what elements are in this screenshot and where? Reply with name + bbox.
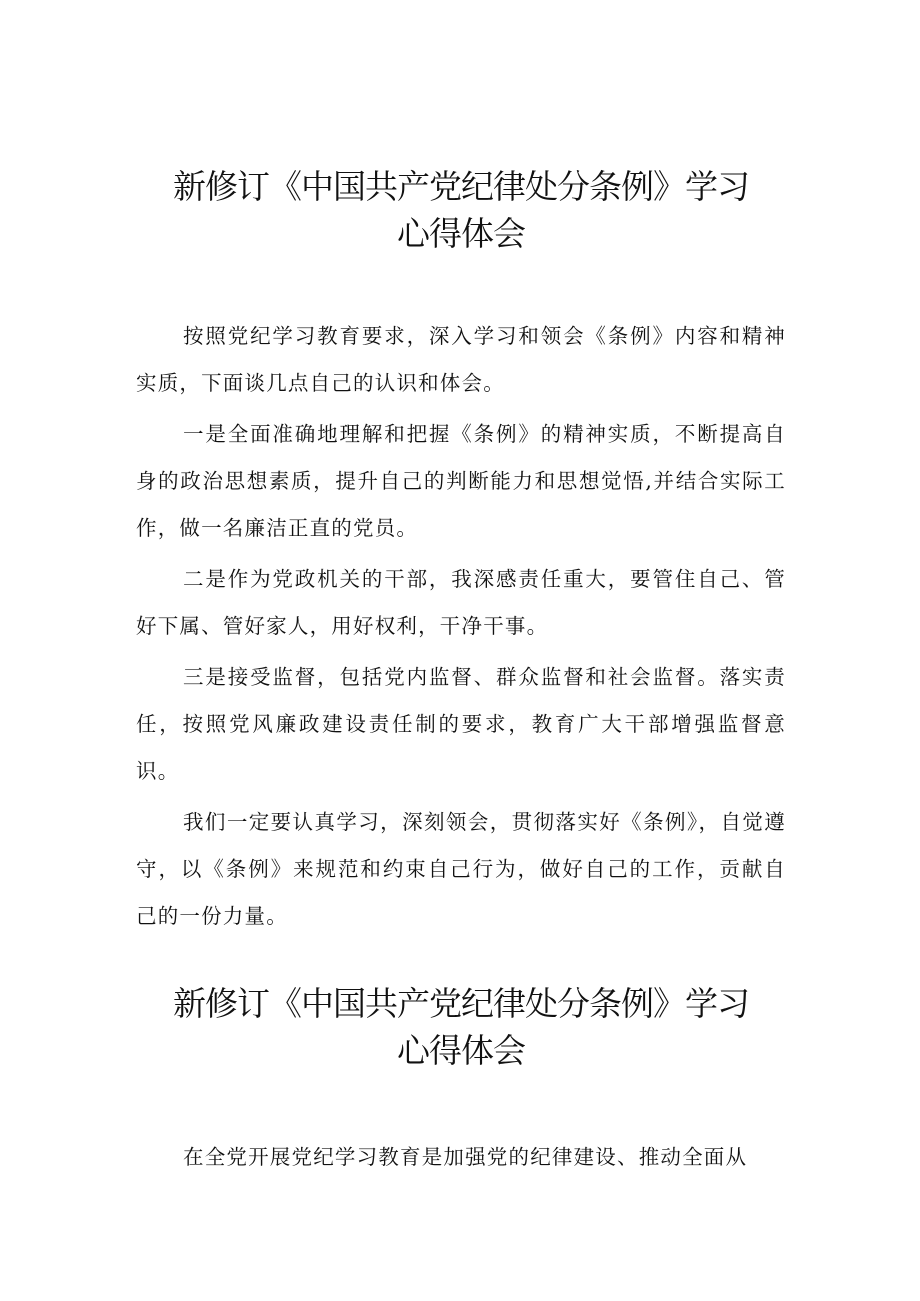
essay-body <box>136 313 786 940</box>
essay-title <box>136 163 786 257</box>
paragraph-point-1: 一是全面准确地理解和把握《条例》的精神实质，不断提高自身的政治思想素质，提升自己的判断能力和思想觉悟,并结合实际工作，做一名廉洁正直的党员。 <box>136 422 786 540</box>
paragraph-point-3: 三是接受监督，包括党内监督、群众监督和社会监督。落实责任，按照党风廉政建设责任制的要求，教育广大干部增强监督意识。 <box>136 665 786 783</box>
essay-body <box>136 1134 786 1181</box>
essay-title <box>136 980 786 1074</box>
essay-2 <box>136 980 786 1185</box>
title-line-2: 心得体会 <box>397 214 525 253</box>
paragraph-conclusion: 我们一定要认真学习，深刻领会，贯彻落实好《条例》，自觉遵守，以《条例》来规范和约束自己行为，做好自己的工作，贡献自己的一份力量。 <box>136 810 786 928</box>
paragraph-intro: 在全党开展党纪学习教育是加强党的纪律建设、推动全面从 <box>183 1145 748 1169</box>
title-line-1: 新修订《中国共产党纪律处分条例》学习 <box>173 167 749 206</box>
essay-1 <box>136 163 786 944</box>
title-line-1: 新修订《中国共产党纪律处分条例》学习 <box>173 984 749 1023</box>
paragraph-intro: 按照党纪学习教育要求，深入学习和领会《条例》内容和精神实质，下面谈几点自己的认识和体会。 <box>136 324 786 395</box>
title-line-2: 心得体会 <box>397 1031 525 1070</box>
paragraph-point-2: 二是作为党政机关的干部，我深感责任重大，要管住自己、管好下属、管好家人，用好权利，干净干事。 <box>136 567 786 638</box>
